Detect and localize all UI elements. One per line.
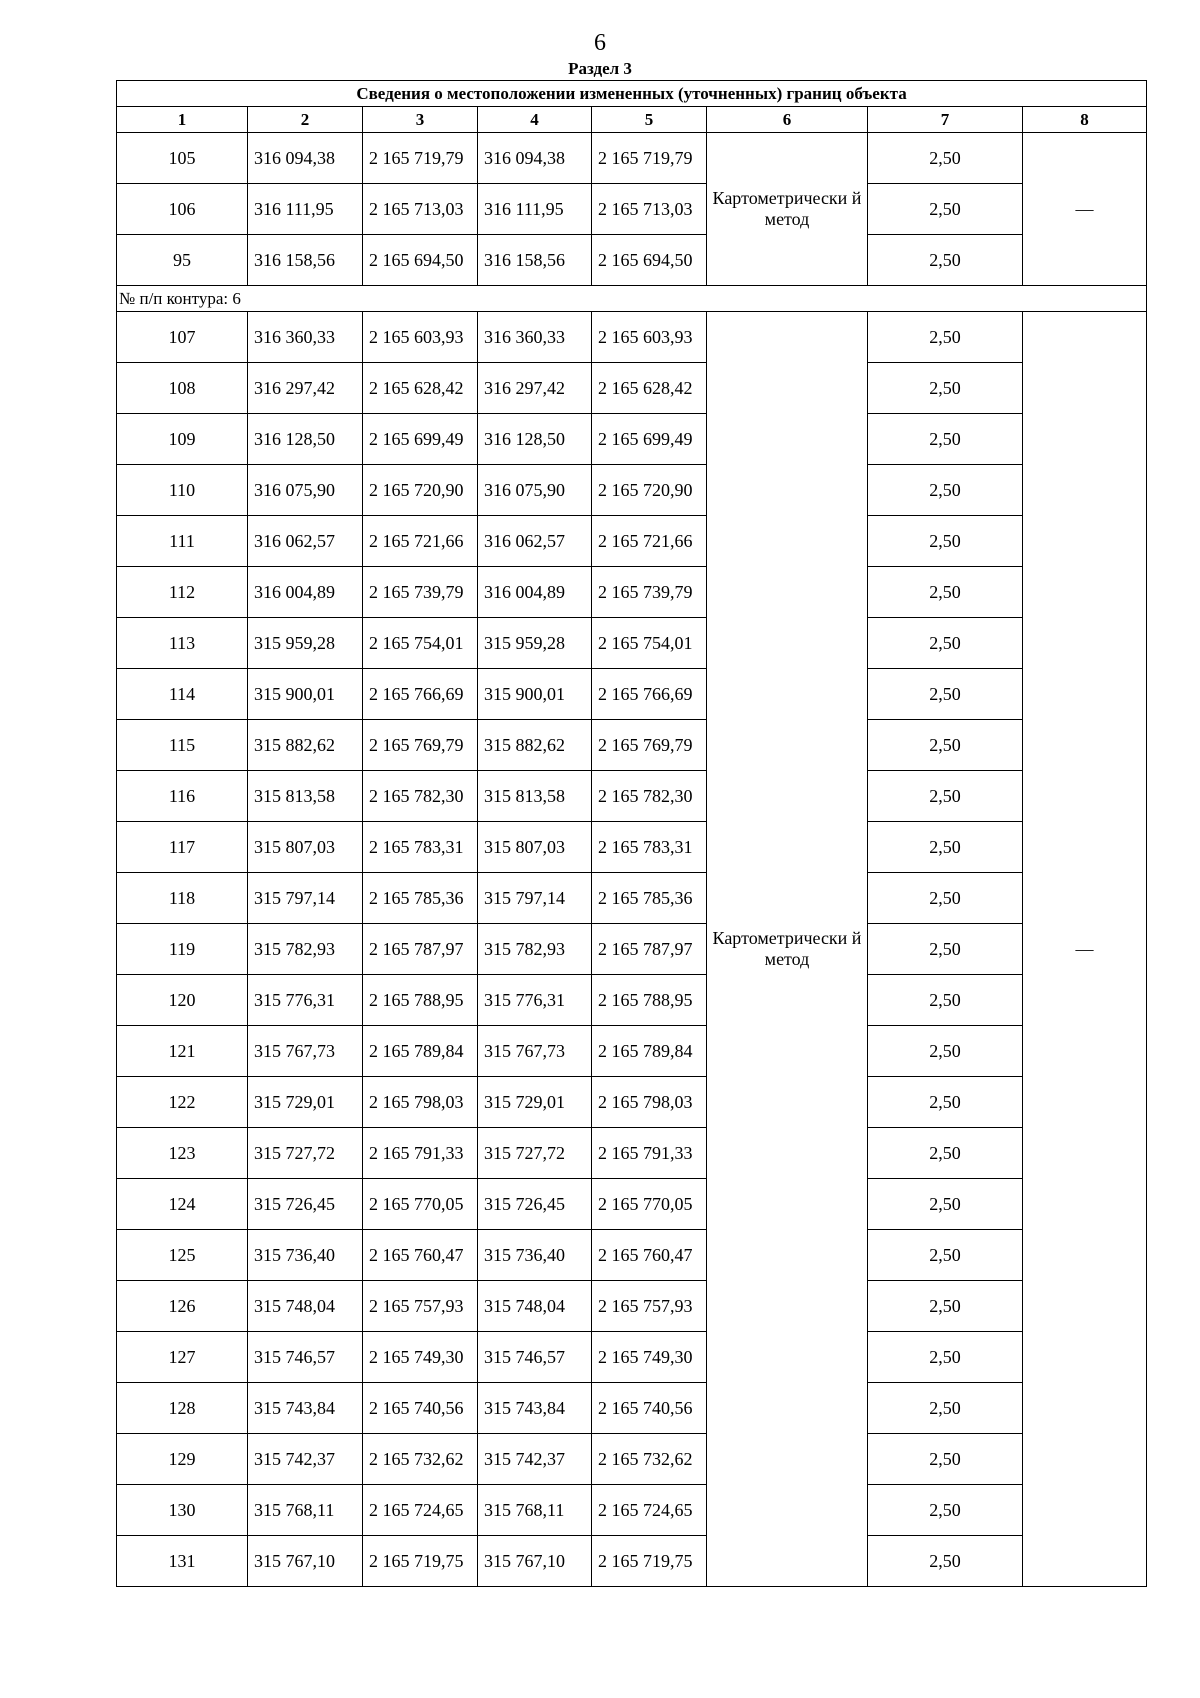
coordinate-cell: 315 727,72 xyxy=(478,1128,592,1179)
point-number-cell: 106 xyxy=(117,184,248,235)
accuracy-cell: 2,50 xyxy=(868,873,1023,924)
table-row xyxy=(117,414,1147,465)
table-title-row xyxy=(117,81,1147,107)
coordinate-cell: 2 165 721,66 xyxy=(363,516,478,567)
coordinate-cell: 316 360,33 xyxy=(248,312,363,363)
coordinate-cell: 315 748,04 xyxy=(478,1281,592,1332)
coordinate-cell: 2 165 749,30 xyxy=(363,1332,478,1383)
coordinate-cell: 316 360,33 xyxy=(478,312,592,363)
coordinate-cell: 2 165 770,05 xyxy=(363,1179,478,1230)
coordinate-cell: 316 128,50 xyxy=(248,414,363,465)
accuracy-cell: 2,50 xyxy=(868,1434,1023,1485)
point-number-cell: 121 xyxy=(117,1026,248,1077)
coordinate-cell: 315 807,03 xyxy=(478,822,592,873)
contour-row xyxy=(117,286,1147,312)
coordinate-cell: 315 767,73 xyxy=(478,1026,592,1077)
coordinate-cell: 2 165 791,33 xyxy=(592,1128,707,1179)
table-row xyxy=(117,873,1147,924)
table-row xyxy=(117,822,1147,873)
table-row xyxy=(117,516,1147,567)
column-header: 1 xyxy=(117,107,248,133)
table-row xyxy=(117,1230,1147,1281)
accuracy-cell: 2,50 xyxy=(868,1128,1023,1179)
accuracy-cell: 2,50 xyxy=(868,414,1023,465)
table-row xyxy=(117,720,1147,771)
point-number-cell: 125 xyxy=(117,1230,248,1281)
table-row xyxy=(117,1179,1147,1230)
coordinate-cell: 2 165 720,90 xyxy=(592,465,707,516)
coordinate-cell: 2 165 785,36 xyxy=(363,873,478,924)
coordinate-cell: 2 165 787,97 xyxy=(363,924,478,975)
accuracy-cell: 2,50 xyxy=(868,1179,1023,1230)
table-row xyxy=(117,567,1147,618)
point-number-cell: 123 xyxy=(117,1128,248,1179)
coordinate-cell: 316 128,50 xyxy=(478,414,592,465)
coordinate-cell: 315 797,14 xyxy=(248,873,363,924)
method-cell: Картометрически й метод xyxy=(707,312,868,1587)
coordinate-cell: 2 165 760,47 xyxy=(363,1230,478,1281)
accuracy-cell: 2,50 xyxy=(868,312,1023,363)
coordinate-cell: 2 165 628,42 xyxy=(592,363,707,414)
coordinate-cell: 2 165 719,75 xyxy=(592,1536,707,1587)
coordinate-cell: 2 165 724,65 xyxy=(592,1485,707,1536)
point-number-cell: 120 xyxy=(117,975,248,1026)
accuracy-cell: 2,50 xyxy=(868,1485,1023,1536)
point-number-cell: 116 xyxy=(117,771,248,822)
coordinate-cell: 315 726,45 xyxy=(248,1179,363,1230)
point-number-cell: 107 xyxy=(117,312,248,363)
table-title: Сведения о местоположении измененных (уточненных) границ объекта xyxy=(117,81,1147,107)
coordinate-cell: 2 165 783,31 xyxy=(592,822,707,873)
accuracy-cell: 2,50 xyxy=(868,1230,1023,1281)
coordinate-cell: 315 768,11 xyxy=(478,1485,592,1536)
coordinate-cell: 315 729,01 xyxy=(248,1077,363,1128)
column-header: 8 xyxy=(1023,107,1147,133)
coordinate-cell: 2 165 766,69 xyxy=(363,669,478,720)
section-title: Раздел 3 xyxy=(568,59,632,78)
coordinate-cell: 2 165 713,03 xyxy=(363,184,478,235)
column-header-row xyxy=(117,107,1147,133)
point-number-cell: 111 xyxy=(117,516,248,567)
coordinate-cell: 2 165 757,93 xyxy=(363,1281,478,1332)
coordinate-cell: 315 727,72 xyxy=(248,1128,363,1179)
coordinate-cell: 316 062,57 xyxy=(478,516,592,567)
coordinate-cell: 315 782,93 xyxy=(478,924,592,975)
coordinate-cell: 316 297,42 xyxy=(248,363,363,414)
point-number-cell: 109 xyxy=(117,414,248,465)
coordinate-cell: 2 165 798,03 xyxy=(363,1077,478,1128)
point-number-cell: 110 xyxy=(117,465,248,516)
coordinate-cell: 2 165 719,79 xyxy=(592,133,707,184)
point-number-cell: 119 xyxy=(117,924,248,975)
coordinate-cell: 2 165 721,66 xyxy=(592,516,707,567)
coordinate-cell: 2 165 791,33 xyxy=(363,1128,478,1179)
coordinate-cell: 2 165 724,65 xyxy=(363,1485,478,1536)
coordinate-cell: 315 776,31 xyxy=(248,975,363,1026)
accuracy-cell: 2,50 xyxy=(868,1281,1023,1332)
coordinate-cell: 315 743,84 xyxy=(248,1383,363,1434)
coordinate-cell: 315 807,03 xyxy=(248,822,363,873)
coordinate-cell: 315 900,01 xyxy=(478,669,592,720)
table-row xyxy=(117,1281,1147,1332)
accuracy-cell: 2,50 xyxy=(868,567,1023,618)
coordinate-cell: 2 165 720,90 xyxy=(363,465,478,516)
coordinate-cell: 2 165 754,01 xyxy=(363,618,478,669)
point-number-cell: 131 xyxy=(117,1536,248,1587)
accuracy-cell: 2,50 xyxy=(868,1536,1023,1587)
coordinate-cell: 315 882,62 xyxy=(248,720,363,771)
point-number-cell: 115 xyxy=(117,720,248,771)
accuracy-cell: 2,50 xyxy=(868,924,1023,975)
coordinate-cell: 316 094,38 xyxy=(478,133,592,184)
table-row xyxy=(117,924,1147,975)
column-header: 2 xyxy=(248,107,363,133)
column-8-cell: — xyxy=(1023,133,1147,286)
coordinate-cell: 2 165 770,05 xyxy=(592,1179,707,1230)
point-number-cell: 122 xyxy=(117,1077,248,1128)
coordinate-cell: 315 767,10 xyxy=(478,1536,592,1587)
boundary-table xyxy=(116,80,1147,1587)
table-row xyxy=(117,669,1147,720)
coordinate-cell: 2 165 788,95 xyxy=(363,975,478,1026)
coordinate-cell: 2 165 719,79 xyxy=(363,133,478,184)
coordinate-cell: 2 165 699,49 xyxy=(592,414,707,465)
coordinate-cell: 2 165 783,31 xyxy=(363,822,478,873)
coordinate-cell: 315 900,01 xyxy=(248,669,363,720)
accuracy-cell: 2,50 xyxy=(868,363,1023,414)
table-row xyxy=(117,975,1147,1026)
table-row xyxy=(117,133,1147,184)
table-row xyxy=(117,235,1147,286)
method-cell: Картометрически й метод xyxy=(707,133,868,286)
table-row xyxy=(117,1077,1147,1128)
point-number-cell: 108 xyxy=(117,363,248,414)
coordinate-cell: 316 075,90 xyxy=(248,465,363,516)
accuracy-cell: 2,50 xyxy=(868,975,1023,1026)
accuracy-cell: 2,50 xyxy=(868,669,1023,720)
point-number-cell: 124 xyxy=(117,1179,248,1230)
coordinate-cell: 2 165 628,42 xyxy=(363,363,478,414)
table-row xyxy=(117,1128,1147,1179)
accuracy-cell: 2,50 xyxy=(868,184,1023,235)
coordinate-cell: 315 742,37 xyxy=(478,1434,592,1485)
coordinate-cell: 2 165 757,93 xyxy=(592,1281,707,1332)
column-header: 5 xyxy=(592,107,707,133)
coordinate-cell: 2 165 769,79 xyxy=(363,720,478,771)
coordinate-cell: 2 165 754,01 xyxy=(592,618,707,669)
column-header: 3 xyxy=(363,107,478,133)
column-header: 4 xyxy=(478,107,592,133)
coordinate-cell: 2 165 789,84 xyxy=(363,1026,478,1077)
coordinate-cell: 315 776,31 xyxy=(478,975,592,1026)
coordinate-cell: 2 165 769,79 xyxy=(592,720,707,771)
coordinate-cell: 2 165 739,79 xyxy=(363,567,478,618)
coordinate-cell: 2 165 785,36 xyxy=(592,873,707,924)
coordinate-cell: 2 165 760,47 xyxy=(592,1230,707,1281)
coordinate-cell: 316 062,57 xyxy=(248,516,363,567)
coordinate-cell: 316 158,56 xyxy=(478,235,592,286)
accuracy-cell: 2,50 xyxy=(868,1077,1023,1128)
point-number-cell: 117 xyxy=(117,822,248,873)
coordinate-cell: 315 782,93 xyxy=(248,924,363,975)
table-row xyxy=(117,771,1147,822)
coordinate-cell: 2 165 788,95 xyxy=(592,975,707,1026)
coordinate-cell: 315 736,40 xyxy=(248,1230,363,1281)
coordinate-cell: 315 959,28 xyxy=(478,618,592,669)
column-8-cell: — xyxy=(1023,312,1147,1587)
point-number-cell: 113 xyxy=(117,618,248,669)
accuracy-cell: 2,50 xyxy=(868,720,1023,771)
coordinate-cell: 2 165 782,30 xyxy=(363,771,478,822)
coordinate-cell: 2 165 699,49 xyxy=(363,414,478,465)
column-header: 6 xyxy=(707,107,868,133)
point-number-cell: 114 xyxy=(117,669,248,720)
accuracy-cell: 2,50 xyxy=(868,1383,1023,1434)
coordinate-cell: 2 165 749,30 xyxy=(592,1332,707,1383)
coordinate-cell: 2 165 732,62 xyxy=(363,1434,478,1485)
table-row xyxy=(117,1383,1147,1434)
accuracy-cell: 2,50 xyxy=(868,771,1023,822)
table-row xyxy=(117,1332,1147,1383)
coordinate-cell: 316 004,89 xyxy=(248,567,363,618)
coordinate-cell: 315 746,57 xyxy=(248,1332,363,1383)
coordinate-cell: 315 768,11 xyxy=(248,1485,363,1536)
coordinate-cell: 2 165 740,56 xyxy=(592,1383,707,1434)
page-number: 6 xyxy=(594,30,606,56)
accuracy-cell: 2,50 xyxy=(868,465,1023,516)
point-number-cell: 112 xyxy=(117,567,248,618)
accuracy-cell: 2,50 xyxy=(868,133,1023,184)
coordinate-cell: 2 165 694,50 xyxy=(592,235,707,286)
coordinate-cell: 315 797,14 xyxy=(478,873,592,924)
coordinate-cell: 2 165 787,97 xyxy=(592,924,707,975)
coordinate-cell: 315 726,45 xyxy=(478,1179,592,1230)
coordinate-cell: 315 813,58 xyxy=(478,771,592,822)
coordinate-cell: 315 729,01 xyxy=(478,1077,592,1128)
coordinate-cell: 316 158,56 xyxy=(248,235,363,286)
coordinate-cell: 315 767,73 xyxy=(248,1026,363,1077)
point-number-cell: 127 xyxy=(117,1332,248,1383)
coordinate-cell: 2 165 694,50 xyxy=(363,235,478,286)
coordinate-cell: 315 742,37 xyxy=(248,1434,363,1485)
table-row xyxy=(117,465,1147,516)
coordinate-cell: 316 111,95 xyxy=(478,184,592,235)
coordinate-cell: 2 165 789,84 xyxy=(592,1026,707,1077)
coordinate-cell: 2 165 739,79 xyxy=(592,567,707,618)
accuracy-cell: 2,50 xyxy=(868,1332,1023,1383)
table-row xyxy=(117,618,1147,669)
coordinate-cell: 2 165 798,03 xyxy=(592,1077,707,1128)
table-row xyxy=(117,312,1147,363)
contour-label: № п/п контура: 6 xyxy=(117,286,1147,312)
coordinate-cell: 2 165 732,62 xyxy=(592,1434,707,1485)
point-number-cell: 128 xyxy=(117,1383,248,1434)
column-header: 7 xyxy=(868,107,1023,133)
coordinate-cell: 316 075,90 xyxy=(478,465,592,516)
coordinate-cell: 316 297,42 xyxy=(478,363,592,414)
table-row xyxy=(117,1536,1147,1587)
coordinate-cell: 316 094,38 xyxy=(248,133,363,184)
accuracy-cell: 2,50 xyxy=(868,618,1023,669)
coordinate-cell: 2 165 719,75 xyxy=(363,1536,478,1587)
accuracy-cell: 2,50 xyxy=(868,1026,1023,1077)
accuracy-cell: 2,50 xyxy=(868,822,1023,873)
coordinate-cell: 315 748,04 xyxy=(248,1281,363,1332)
accuracy-cell: 2,50 xyxy=(868,516,1023,567)
coordinate-cell: 2 165 603,93 xyxy=(592,312,707,363)
coordinate-cell: 316 004,89 xyxy=(478,567,592,618)
coordinate-cell: 315 743,84 xyxy=(478,1383,592,1434)
coordinate-cell: 2 165 740,56 xyxy=(363,1383,478,1434)
coordinate-cell: 315 736,40 xyxy=(478,1230,592,1281)
coordinate-cell: 2 165 766,69 xyxy=(592,669,707,720)
coordinate-cell: 2 165 713,03 xyxy=(592,184,707,235)
accuracy-cell: 2,50 xyxy=(868,235,1023,286)
table-row xyxy=(117,184,1147,235)
table-row xyxy=(117,1485,1147,1536)
coordinate-cell: 315 767,10 xyxy=(248,1536,363,1587)
table-row xyxy=(117,1434,1147,1485)
coordinate-cell: 315 959,28 xyxy=(248,618,363,669)
point-number-cell: 95 xyxy=(117,235,248,286)
point-number-cell: 130 xyxy=(117,1485,248,1536)
coordinate-cell: 315 813,58 xyxy=(248,771,363,822)
table-row xyxy=(117,1026,1147,1077)
coordinate-cell: 315 746,57 xyxy=(478,1332,592,1383)
point-number-cell: 105 xyxy=(117,133,248,184)
coordinate-cell: 316 111,95 xyxy=(248,184,363,235)
point-number-cell: 129 xyxy=(117,1434,248,1485)
coordinate-cell: 315 882,62 xyxy=(478,720,592,771)
coordinate-cell: 2 165 782,30 xyxy=(592,771,707,822)
point-number-cell: 126 xyxy=(117,1281,248,1332)
table-row xyxy=(117,363,1147,414)
coordinate-cell: 2 165 603,93 xyxy=(363,312,478,363)
point-number-cell: 118 xyxy=(117,873,248,924)
